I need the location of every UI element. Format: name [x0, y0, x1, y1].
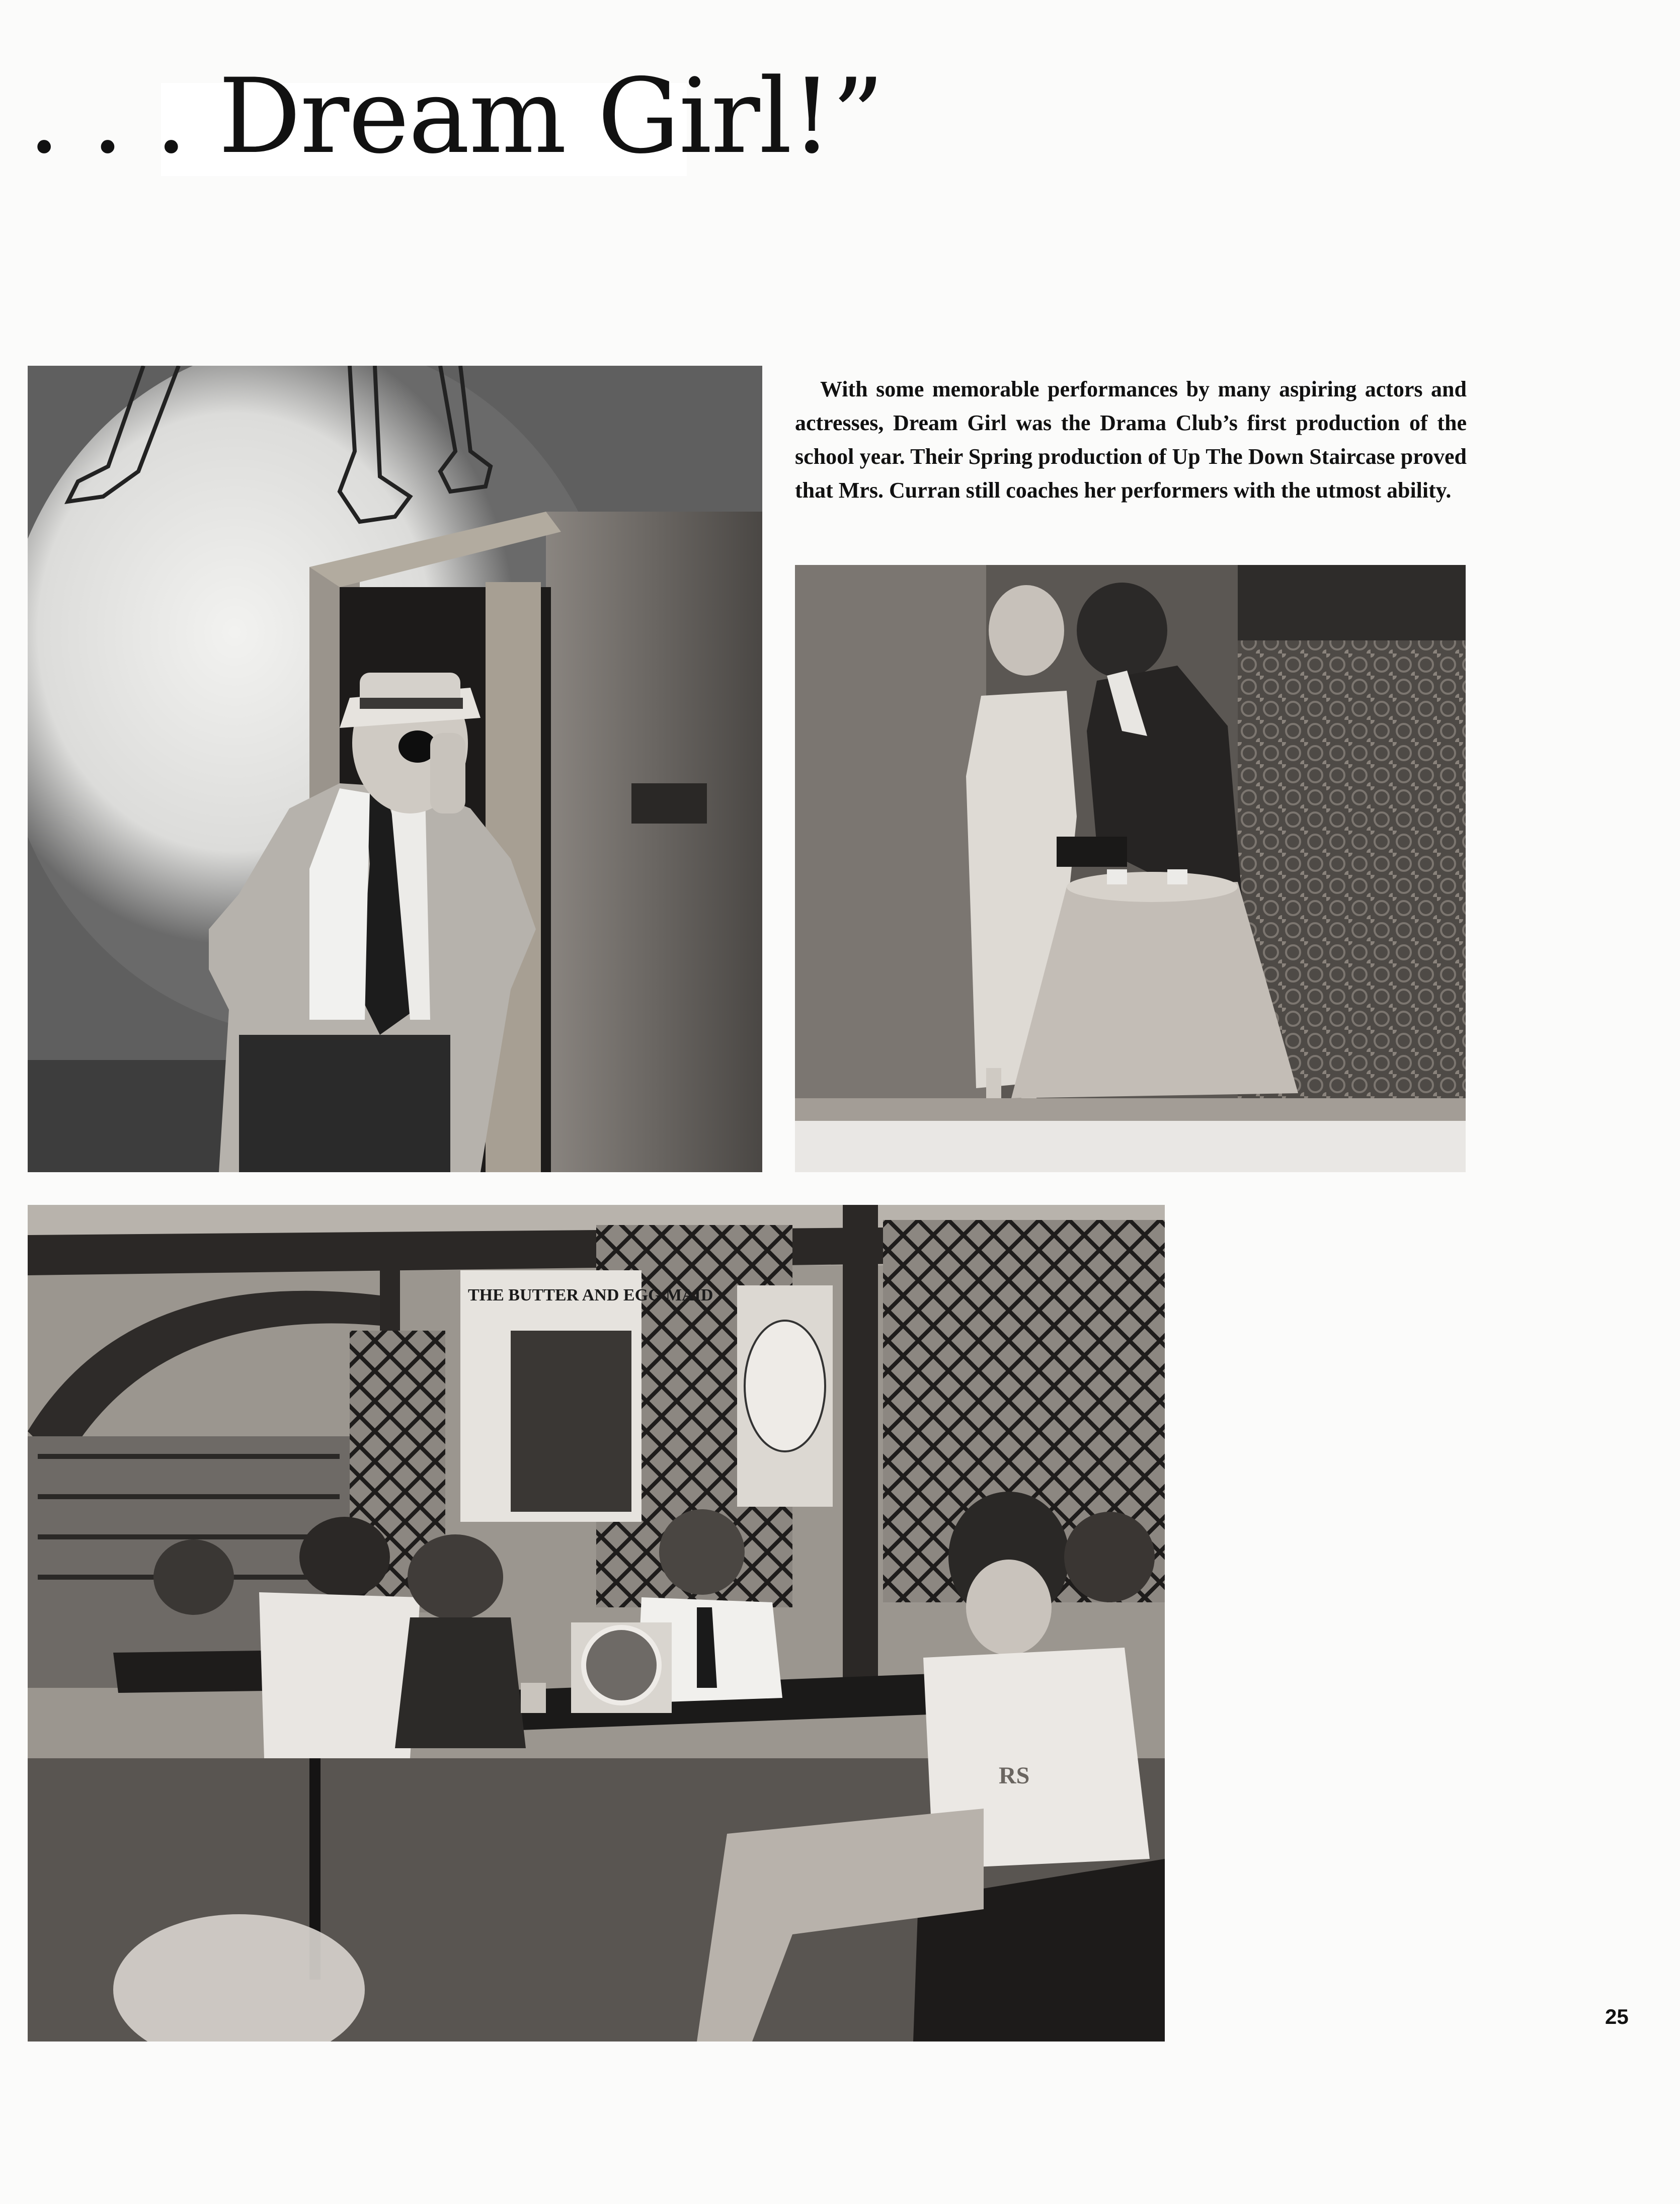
photo-actor-phone-booth-image — [28, 366, 762, 1172]
caption-text: With some memorable performances by many aspiring actors and actresses, Dream Girl was the Drama Club’s first production of the school year. Their Spring production of Up The Down Staircase proved that Mrs. Curran still coaches her performers with the utmost ability. — [795, 377, 1467, 503]
page-title: . . . Dream Girl!” — [28, 57, 884, 177]
photo-students-in-hall-image — [28, 1205, 1165, 2042]
photo-actor-phone-booth — [28, 366, 762, 1172]
poster-title: THE BUTTER AND EGG MAID — [468, 1286, 713, 1304]
photo-students-in-hall — [28, 1205, 1165, 2042]
photo-couple-on-stage — [795, 565, 1466, 1172]
page-number: 25 — [1605, 2005, 1629, 2028]
shirt-text: RS — [999, 1762, 1030, 1789]
photo-couple-on-stage-image — [795, 565, 1466, 1172]
